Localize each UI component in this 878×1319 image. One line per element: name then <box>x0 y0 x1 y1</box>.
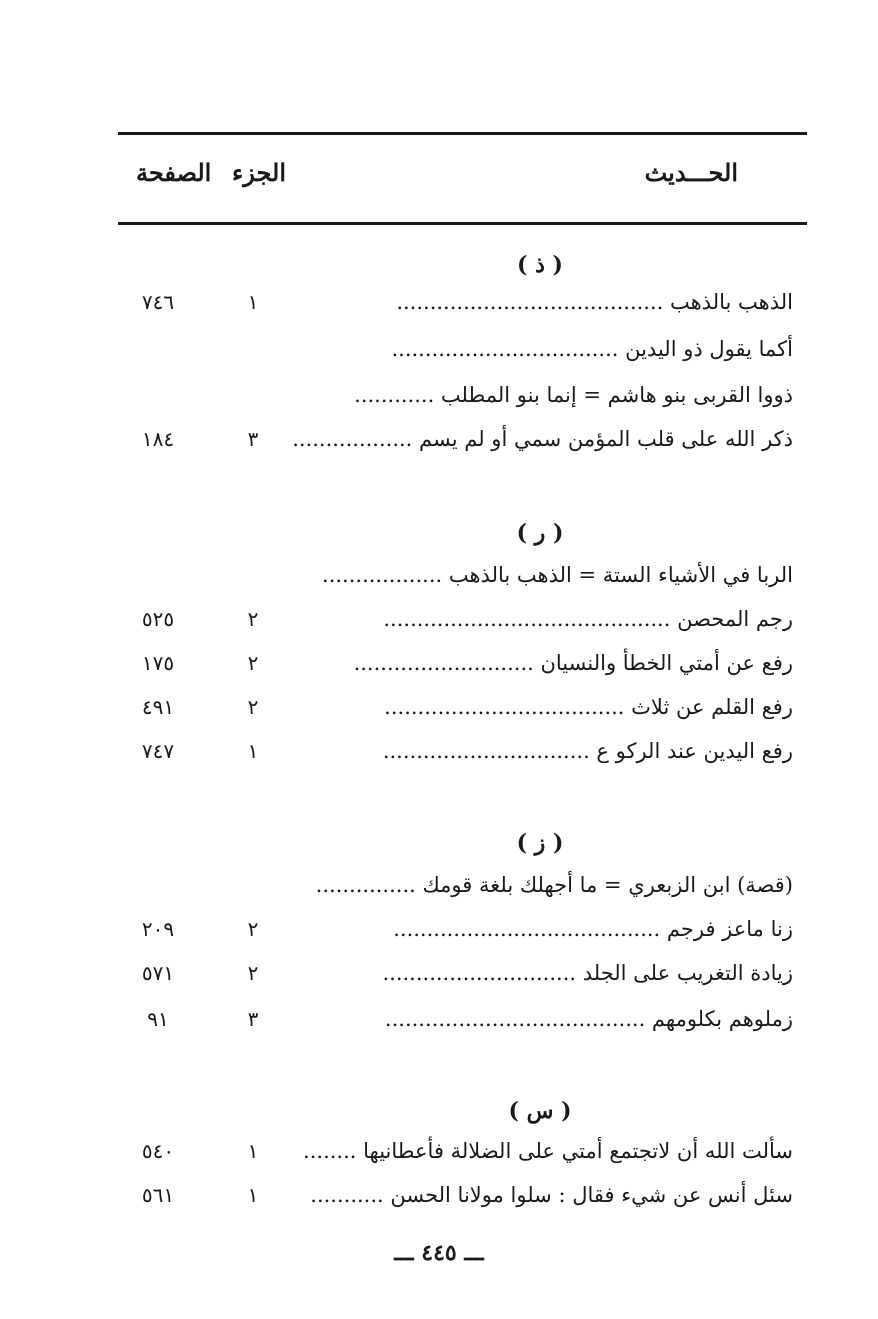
hadith-text: سألت الله أن لاتجتمع أمتي على الضلالة فأعطانيها ........ <box>303 1139 793 1163</box>
index-row <box>118 285 793 319</box>
index-row <box>118 332 793 366</box>
index-row <box>118 646 793 680</box>
hadith-text: زيادة التغريب على الجلد ............................. <box>382 961 793 985</box>
section-title-sin: ( س ) <box>508 1098 572 1124</box>
page-number: ٤٩١ <box>141 695 175 719</box>
page-number: ١٨٤ <box>141 427 175 451</box>
hadith-text: أكما يقول ذو اليدين .................................. <box>391 337 793 361</box>
page-number: ٥٦١ <box>141 1183 175 1207</box>
hadith-text: (قصة) ابن الزبعري = ما أجهلك بلغة قومك ............... <box>315 873 793 897</box>
page-number: ٢٠٩ <box>141 917 175 941</box>
page-number: ٥٢٥ <box>141 607 175 631</box>
index-row <box>118 422 793 456</box>
page-number: ٩١ <box>147 1007 169 1031</box>
index-row <box>118 734 793 768</box>
hadith-text: الربا في الأشياء الستة = الذهب بالذهب .................. <box>322 563 793 587</box>
index-row <box>118 1178 793 1212</box>
part-number: ١ <box>247 1139 259 1163</box>
part-number: ١ <box>247 739 259 763</box>
section-title-dhal: ( ذ ) <box>517 252 563 278</box>
hadith-text: زنا ماعز فرجم ........................................ <box>393 917 793 941</box>
column-header-page: الصفحة <box>136 158 212 187</box>
column-header-part: الجزء <box>232 158 286 187</box>
index-row <box>118 602 793 636</box>
part-number: ٢ <box>247 917 259 941</box>
index-row <box>118 378 793 412</box>
part-number: ٣ <box>247 427 259 451</box>
page-footer-number: ـــ ٤٤٥ ـــ <box>394 1240 484 1266</box>
index-row <box>118 1002 793 1036</box>
header-rule <box>118 222 807 225</box>
index-row <box>118 868 793 902</box>
hadith-text: رفع اليدين عند الركو ع ............................... <box>382 739 793 763</box>
hadith-text: زملوهم بكلومهم ....................................... <box>384 1007 793 1031</box>
hadith-text: ذكر الله على قلب المؤمن سمي أو لم يسم .................. <box>292 427 793 451</box>
part-number: ٢ <box>247 607 259 631</box>
hadith-text: ذووا القربى بنو هاشم = إنما بنو المطلب ............ <box>354 383 793 407</box>
hadith-text: رفع عن أمتي الخطأ والنسيان ........................... <box>353 651 793 675</box>
page-number: ٥٤٠ <box>141 1139 175 1163</box>
index-row <box>118 558 793 592</box>
hadith-text: رجم المحصن ........................................... <box>383 607 793 631</box>
hadith-text: سئل أنس عن شيء فقال : سلوا مولانا الحسن ........... <box>310 1183 793 1207</box>
page-number: ٧٤٦ <box>141 290 175 314</box>
page-number: ٧٤٧ <box>141 739 175 763</box>
index-row <box>118 690 793 724</box>
part-number: ٢ <box>247 695 259 719</box>
hadith-text: رفع القلم عن ثلاث .................................... <box>384 695 793 719</box>
part-number: ٢ <box>247 651 259 675</box>
section-title-ra: ( ر ) <box>516 520 564 546</box>
hadith-text: الذهب بالذهب ........................................ <box>396 290 793 314</box>
top-rule <box>118 132 807 135</box>
page-number: ١٧٥ <box>141 651 175 675</box>
part-number: ٢ <box>247 961 259 985</box>
column-header-hadith: الحـــديث <box>644 158 738 187</box>
index-row <box>118 1134 793 1168</box>
page-number: ٥٧١ <box>141 961 175 985</box>
part-number: ١ <box>247 290 259 314</box>
part-number: ١ <box>247 1183 259 1207</box>
index-row <box>118 912 793 946</box>
section-title-zay: ( ز ) <box>516 830 564 856</box>
part-number: ٣ <box>247 1007 259 1031</box>
index-row <box>118 956 793 990</box>
